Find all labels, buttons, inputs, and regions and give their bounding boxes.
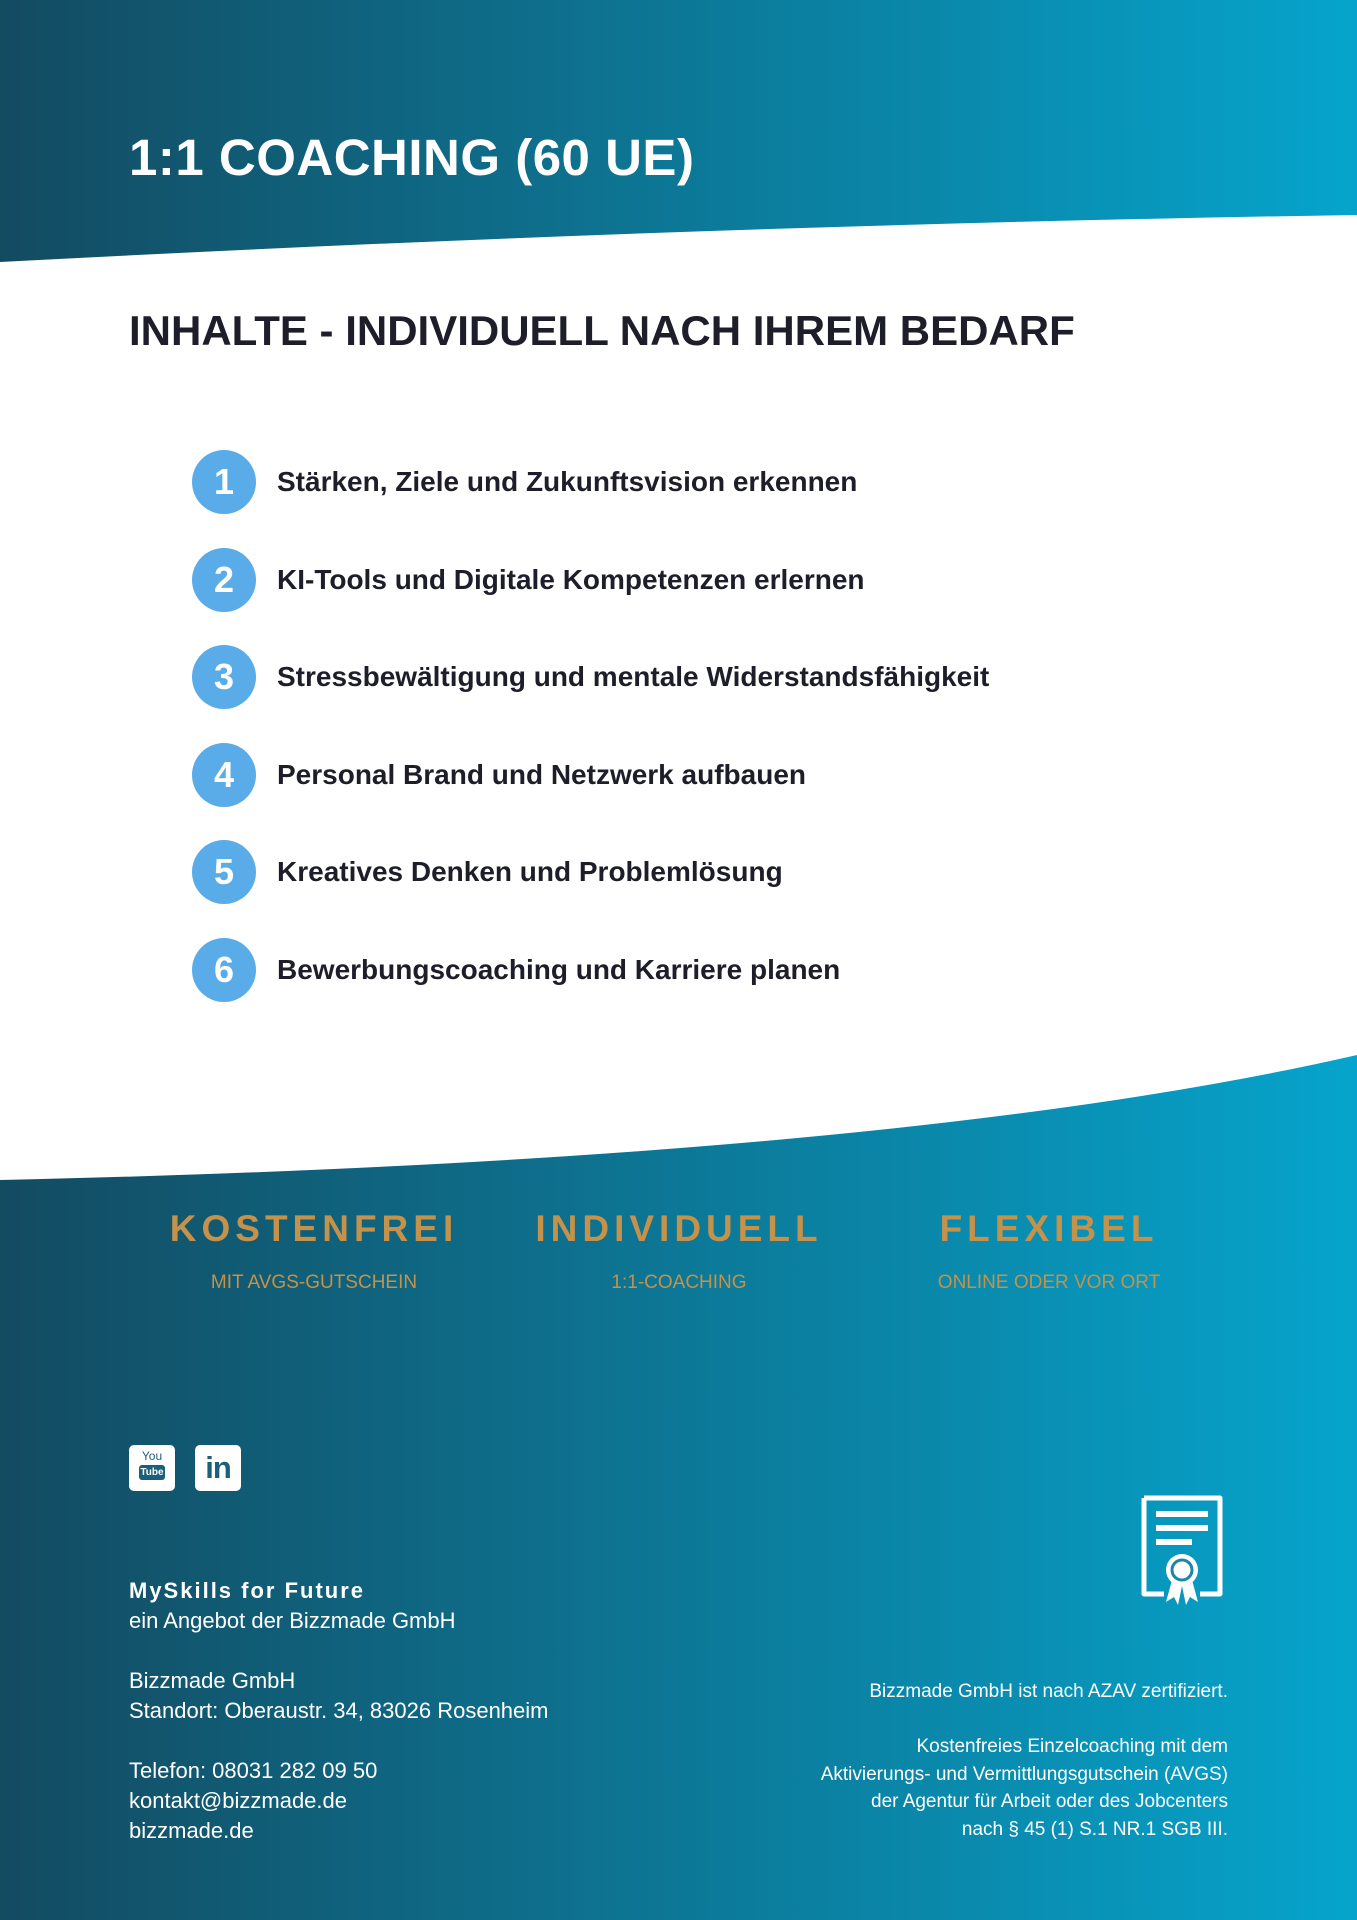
list-item-label: Stressbewältigung und mentale Widerstandsfähigkeit: [277, 661, 990, 692]
spacer: [129, 1636, 548, 1666]
feature-subtitle: MIT AVGS-GUTSCHEIN: [210, 1272, 418, 1293]
section-heading: INHALTE - INDIVIDUELL NACH IHREM BEDARF: [129, 307, 1075, 354]
page-title: 1:1 COACHING (60 UE): [129, 129, 695, 186]
feature-flexibel: [859, 1210, 1239, 1292]
list-item-label: Kreatives Denken und Problemlösung: [277, 856, 783, 887]
feature-title: KOSTENFREI: [169, 1208, 459, 1249]
number-badge: 1: [192, 450, 256, 514]
number-badge: 6: [192, 938, 256, 1002]
certification-statement: Bizzmade GmbH ist nach AZAV zertifiziert.: [869, 1681, 1228, 1702]
feature-subtitle: ONLINE ODER VOR ORT: [937, 1272, 1161, 1293]
company-address: Standort: Oberaustr. 34, 83026 Rosenheim: [129, 1698, 549, 1723]
email-link[interactable]: kontakt@bizzmade.de: [129, 1788, 348, 1813]
certification-block: [708, 1678, 1228, 1843]
phone-number[interactable]: Telefon: 08031 282 09 50: [129, 1758, 378, 1783]
company-name: Bizzmade GmbH: [129, 1668, 296, 1693]
spacer: [708, 1706, 1228, 1734]
number-badge: 5: [192, 840, 256, 904]
feature-subtitle: 1:1-COACHING: [611, 1272, 747, 1293]
youtube-icon[interactable]: [129, 1445, 175, 1491]
number-badge: 4: [192, 743, 256, 807]
brand-subline: ein Angebot der Bizzmade GmbH: [129, 1608, 456, 1633]
certification-info-line: Kostenfreies Einzelcoaching mit dem: [916, 1736, 1228, 1757]
brand-name: MySkills for Future: [129, 1578, 366, 1603]
feature-title: FLEXIBEL: [939, 1208, 1159, 1249]
list-item-label: KI-Tools und Digitale Kompetenzen erlernen: [277, 563, 865, 595]
feature-kostenfrei: [124, 1210, 504, 1292]
youtube-icon-box-text: Tube: [140, 1467, 164, 1478]
contact-block: [129, 1576, 548, 1846]
youtube-icon-top-text: You: [141, 1449, 163, 1463]
certification-info-line: der Agentur für Arbeit oder des Jobcenters: [871, 1791, 1228, 1812]
list-item-label: Personal Brand und Netzwerk aufbauen: [277, 758, 806, 790]
linkedin-icon-text: in: [205, 1450, 231, 1485]
number-badge: 2: [192, 548, 256, 612]
number-badge: 3: [192, 645, 256, 709]
feature-individuell: [489, 1210, 869, 1292]
list-item-label: Stärken, Ziele und Zukunftsvision erkennen: [277, 466, 858, 497]
website-link[interactable]: bizzmade.de: [129, 1818, 254, 1843]
feature-title: INDIVIDUELL: [535, 1208, 823, 1249]
spacer: [129, 1726, 548, 1756]
certificate-icon: [1140, 1494, 1224, 1606]
certification-info-line: nach § 45 (1) S.1 NR.1 SGB III.: [961, 1818, 1228, 1840]
linkedin-icon[interactable]: [195, 1445, 241, 1491]
certification-info-line: Aktivierungs- und Vermittlungsgutschein (AVGS): [820, 1763, 1228, 1785]
list-item-label: Bewerbungscoaching und Karriere planen: [277, 953, 841, 985]
